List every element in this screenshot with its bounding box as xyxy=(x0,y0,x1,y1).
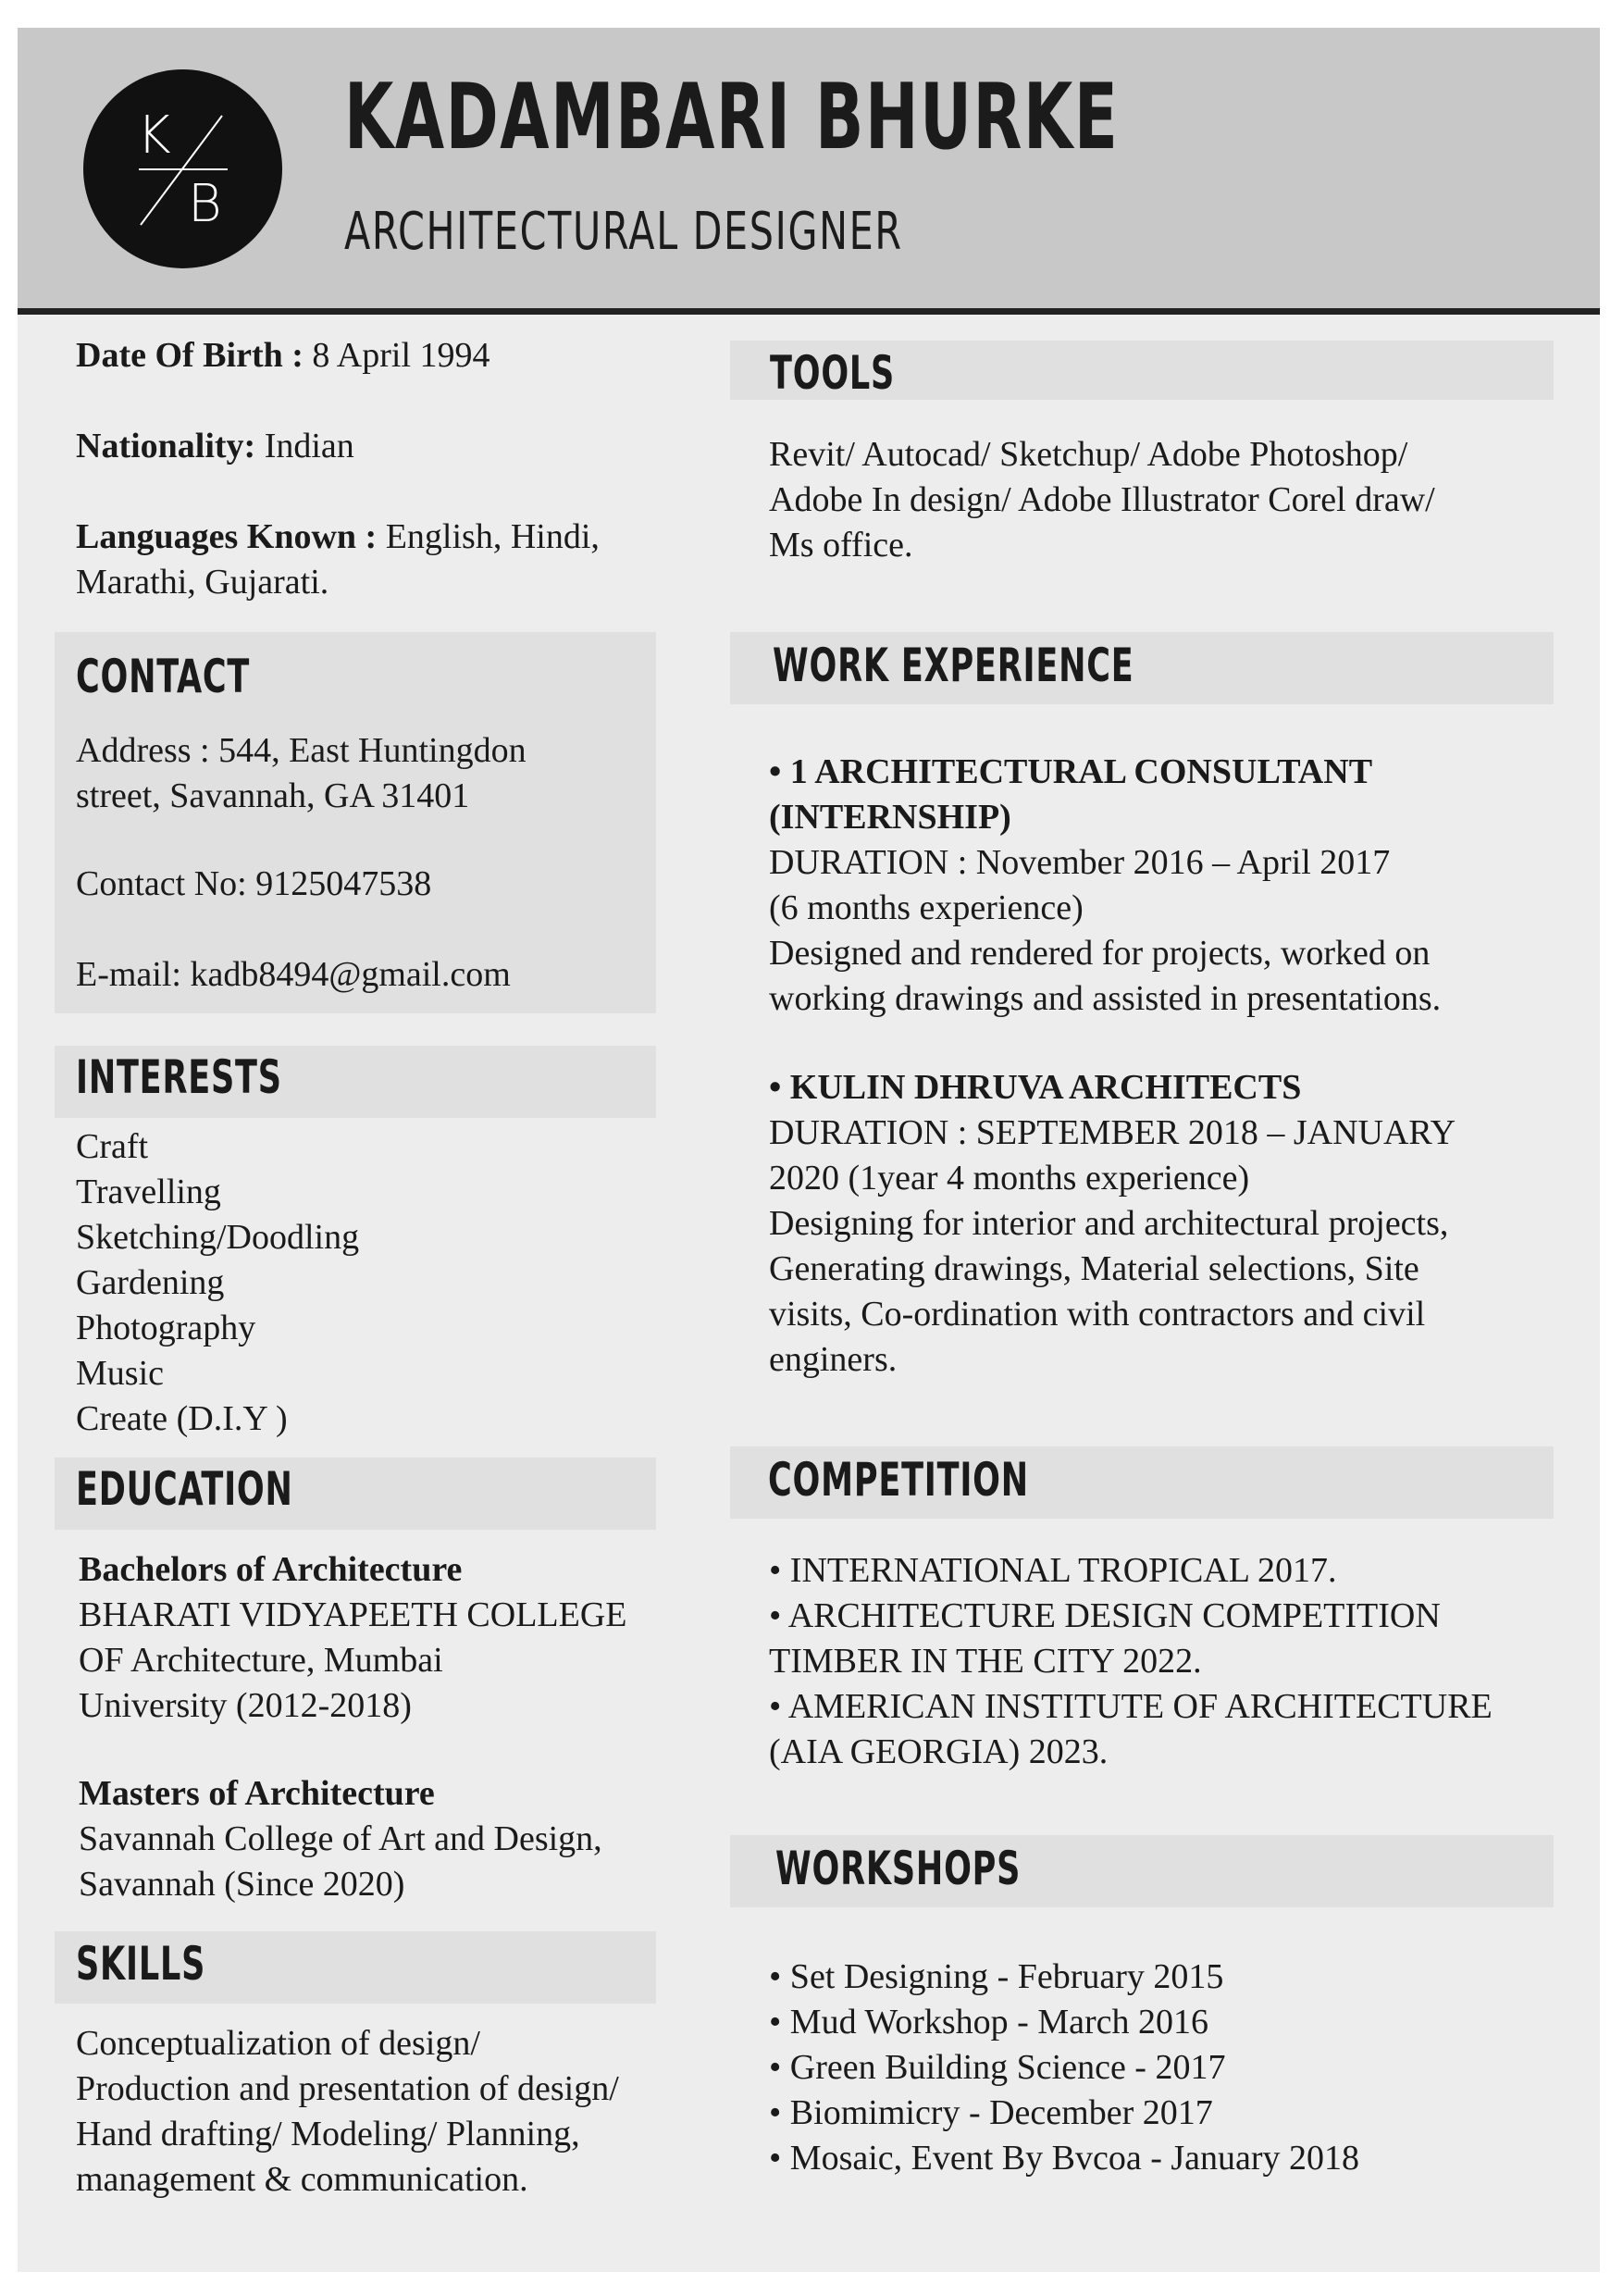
job-entry-1 xyxy=(769,750,1441,1022)
degree-title: Masters of Architecture xyxy=(79,1774,435,1813)
job-detail: DURATION : November 2016 – April 2017 xyxy=(769,843,1391,882)
contact-heading: CONTACT xyxy=(76,650,251,703)
job-title: • 1 ARCHITECTURAL CONSULTANT xyxy=(769,752,1373,791)
languages-value: English, Hindi, xyxy=(377,517,600,556)
school-line: Savannah College of Art and Design, xyxy=(79,1819,602,1858)
skills-line: Conceptualization of design/ xyxy=(76,2024,480,2063)
interest-item: Craft xyxy=(76,1127,149,1166)
school-line: OF Architecture, Mumbai xyxy=(79,1641,443,1680)
logo-letter-b: B xyxy=(188,174,222,234)
contact-email: E-mail: kadb8494@gmail.com xyxy=(76,955,511,994)
school-line: BHARATI VIDYAPEETH COLLEGE xyxy=(79,1595,627,1634)
dob-value: 8 April 1994 xyxy=(303,336,490,375)
workshops-list xyxy=(769,1955,1359,2181)
logo-divider-line xyxy=(83,69,282,268)
address-line: Address : 544, East Huntingdon xyxy=(76,731,527,770)
contact-address xyxy=(76,728,527,819)
workshop-item: • Set Designing - February 2015 xyxy=(769,1957,1224,1996)
tools-line: Revit/ Autocad/ Sketchup/ Adobe Photoshop/ xyxy=(769,435,1408,474)
monogram-logo xyxy=(83,69,282,268)
nationality-label: Nationality: xyxy=(76,427,256,465)
job-detail: working drawings and assisted in presentations. xyxy=(769,979,1442,1018)
skills-line: Hand drafting/ Modeling/ Planning, xyxy=(76,2115,580,2153)
competition-list xyxy=(769,1548,1493,1775)
degree-title: Bachelors of Architecture xyxy=(79,1550,463,1589)
job-detail: (6 months experience) xyxy=(769,888,1084,927)
logo-letter-k: K xyxy=(137,105,171,166)
education-entry-2 xyxy=(79,1771,602,1907)
candidate-name: KADAMBARI BHURKE xyxy=(344,65,1120,170)
contact-phone: Contact No: 9125047538 xyxy=(76,864,432,903)
workshop-item: • Mud Workshop - March 2016 xyxy=(769,2003,1208,2042)
competition-item: TIMBER IN THE CITY 2022. xyxy=(769,1642,1202,1681)
date-of-birth xyxy=(76,333,490,379)
interest-item: Music xyxy=(76,1354,164,1393)
dob-label: Date Of Birth : xyxy=(76,336,304,375)
job-detail: Generating drawings, Material selections, Site xyxy=(769,1249,1419,1288)
languages-value-continued: Marathi, Gujarati. xyxy=(76,563,329,602)
interest-item: Travelling xyxy=(76,1173,221,1211)
nationality-value: Indian xyxy=(255,427,354,465)
workshop-item: • Biomimicry - December 2017 xyxy=(769,2093,1213,2132)
interests-list xyxy=(76,1124,359,1442)
school-line: Savannah (Since 2020) xyxy=(79,1865,405,1904)
job-detail: DURATION : SEPTEMBER 2018 – JANUARY xyxy=(769,1113,1456,1152)
education-heading: EDUCATION xyxy=(76,1462,293,1516)
job-detail: Designed and rendered for projects, worked on xyxy=(769,934,1431,973)
school-line: University (2012-2018) xyxy=(79,1686,412,1725)
skills-text xyxy=(76,2021,619,2203)
workshops-heading: WORKSHOPS xyxy=(775,1842,1022,1895)
skills-line: management & communication. xyxy=(76,2160,528,2199)
competition-item: • ARCHITECTURE DESIGN COMPETITION xyxy=(769,1596,1441,1635)
interest-item: Photography xyxy=(76,1309,256,1347)
interest-item: Sketching/Doodling xyxy=(76,1218,360,1257)
job-entry-2 xyxy=(769,1065,1456,1383)
nationality xyxy=(76,424,354,469)
tools-heading: TOOLS xyxy=(770,346,896,400)
skills-heading: SKILLS xyxy=(76,1937,206,1991)
languages xyxy=(76,515,600,605)
job-detail: visits, Co-ordination with contractors and civil xyxy=(769,1295,1426,1334)
interests-heading: INTERESTS xyxy=(76,1050,282,1104)
job-title: (INTERNSHIP) xyxy=(769,798,1011,837)
skills-line: Production and presentation of design/ xyxy=(76,2069,619,2108)
job-detail: 2020 (1year 4 months experience) xyxy=(769,1159,1250,1198)
address-line: street, Savannah, GA 31401 xyxy=(76,776,470,815)
workshop-item: • Green Building Science - 2017 xyxy=(769,2048,1226,2087)
tools-line: Ms office. xyxy=(769,526,913,565)
education-entry-1 xyxy=(79,1547,627,1729)
languages-label: Languages Known : xyxy=(76,517,378,556)
interest-item: Create (D.I.Y ) xyxy=(76,1399,288,1438)
interest-item: Gardening xyxy=(76,1263,225,1302)
competition-heading: COMPETITION xyxy=(768,1453,1029,1507)
job-detail: Designing for interior and architectural projects, xyxy=(769,1204,1449,1243)
competition-item: • INTERNATIONAL TROPICAL 2017. xyxy=(769,1551,1337,1590)
competition-item: (AIA GEORGIA) 2023. xyxy=(769,1732,1109,1771)
candidate-title: ARCHITECTURAL DESIGNER xyxy=(344,202,903,262)
tools-line: Adobe In design/ Adobe Illustrator Corel draw/ xyxy=(769,480,1435,519)
tools-text xyxy=(769,432,1435,568)
job-title: • KULIN DHRUVA ARCHITECTS xyxy=(769,1068,1302,1107)
competition-item: • AMERICAN INSTITUTE OF ARCHITECTURE xyxy=(769,1687,1493,1726)
work-experience-heading: WORK EXPERIENCE xyxy=(773,639,1134,692)
job-detail: enginers. xyxy=(769,1340,898,1379)
workshop-item: • Mosaic, Event By Bvcoa - January 2018 xyxy=(769,2139,1360,2178)
